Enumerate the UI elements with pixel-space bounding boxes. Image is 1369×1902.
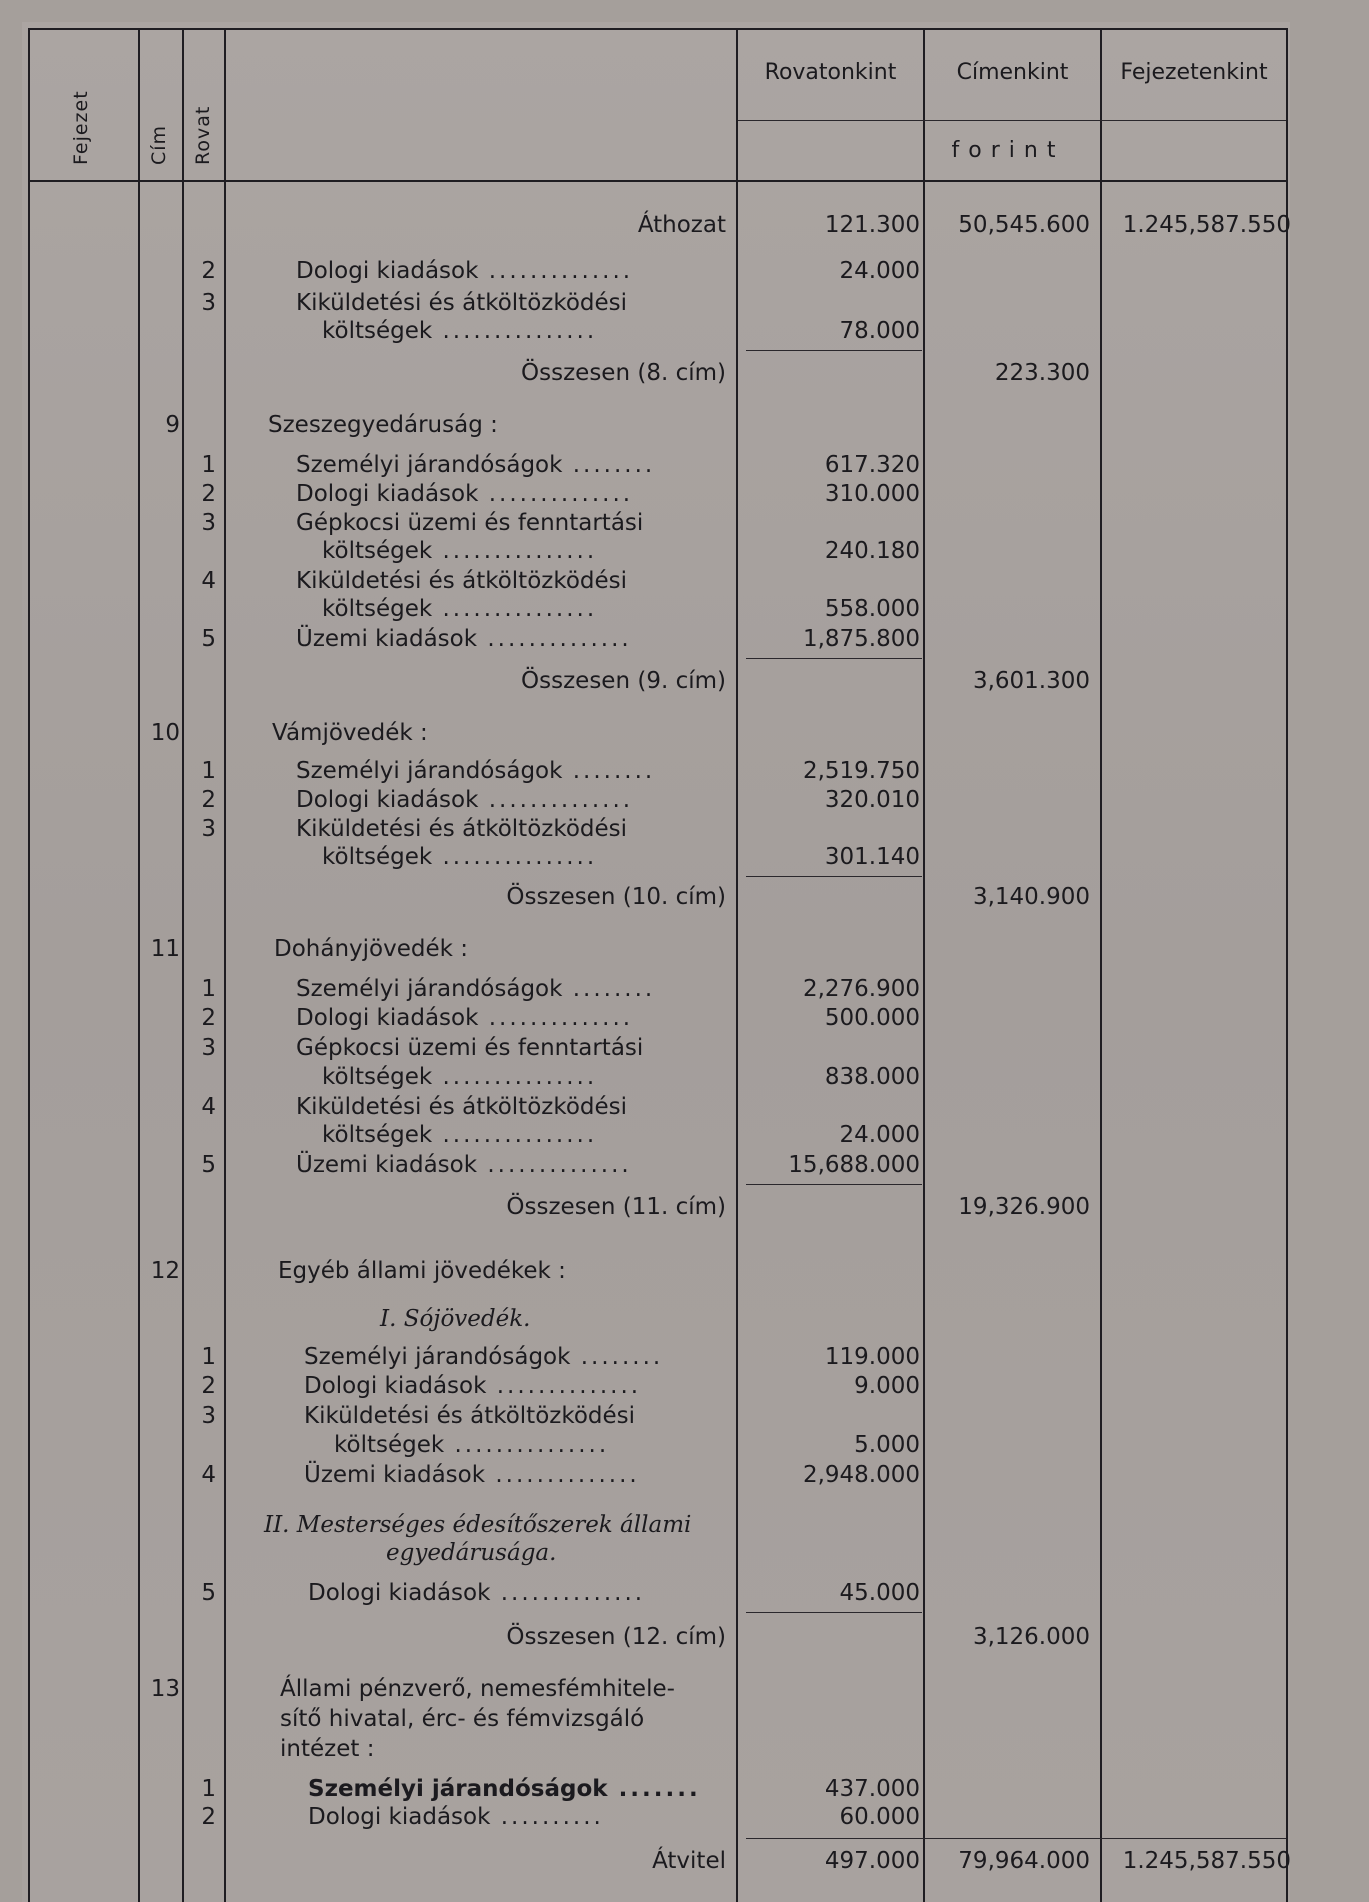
- item-value: 119.000: [824, 1344, 920, 1370]
- item-value: 617.320: [824, 452, 920, 478]
- subsection-heading: [0, 1512, 1369, 1542]
- item-value: 240.180: [824, 538, 920, 564]
- cim-title: Vámjövedék :: [272, 720, 428, 746]
- table-row: [0, 1373, 1369, 1403]
- cim-number: 13: [150, 1676, 180, 1702]
- item-value: 838.000: [824, 1064, 920, 1090]
- table-row: [0, 1152, 1369, 1182]
- subsection-heading: [0, 1540, 1369, 1570]
- cim-title: Dohányjövedék :: [274, 936, 468, 962]
- item-value: 5.000: [854, 1432, 920, 1458]
- subtotal-line: [746, 1612, 922, 1613]
- total-label: Összesen (8. cím): [521, 360, 726, 386]
- rovat-number: 2: [201, 481, 216, 507]
- header-unit: forint: [951, 138, 1065, 163]
- item-value: 24.000: [839, 1122, 920, 1148]
- total-value: 3,140.900: [972, 884, 1090, 910]
- item-value: 310.000: [824, 481, 920, 507]
- frame-top-line: [28, 28, 1288, 30]
- item-label: Kiküldetési és átköltözködési: [296, 1094, 628, 1120]
- item-label: Dologi kiadások ..............: [296, 481, 634, 507]
- rovat-number: 3: [201, 290, 216, 316]
- cim-title: Állami pénzverő, nemesfémhitele-: [280, 1676, 675, 1702]
- item-label: Személyi járandóságok ........: [296, 452, 656, 478]
- table-row: [0, 258, 1369, 288]
- rovat-number: 4: [201, 568, 216, 594]
- table-row: [0, 1344, 1369, 1374]
- subtotal-line: [746, 658, 922, 659]
- item-label: Személyi járandóságok ........: [296, 976, 656, 1002]
- rovat-number: 4: [201, 1462, 216, 1488]
- total-label: Összesen (10. cím): [506, 884, 726, 910]
- item-label: Gépkocsi üzemi és fenntartási: [296, 1035, 644, 1061]
- item-label: Üzemi kiadások ..............: [296, 626, 632, 652]
- total-row: [0, 884, 1369, 914]
- table-row: [0, 290, 1369, 320]
- item-value: 24.000: [839, 258, 920, 284]
- item-value: 437.000: [824, 1776, 920, 1802]
- item-label: Személyi járandóságok ........: [304, 1344, 664, 1370]
- rovat-number: 3: [201, 1403, 216, 1429]
- cim-number: 10: [150, 720, 180, 746]
- table-row: [0, 758, 1369, 788]
- total-value: 3,126.000: [972, 1624, 1090, 1650]
- total-label: Összesen (11. cím): [506, 1194, 726, 1220]
- table-row: [0, 844, 1369, 874]
- cim-title: Szeszegyedáruság :: [268, 412, 498, 438]
- table-row: [0, 1005, 1369, 1035]
- table-row: [0, 816, 1369, 846]
- table-row: [0, 1403, 1369, 1433]
- rovat-number: 1: [201, 1344, 216, 1370]
- item-value: 9.000: [854, 1373, 920, 1399]
- rovat-number: 2: [201, 1005, 216, 1031]
- table-row: [0, 1035, 1369, 1065]
- athozat-label: Áthozat: [637, 212, 726, 238]
- item-label: Kiküldetési és átköltözködési: [304, 1403, 636, 1429]
- rovat-number: 3: [201, 510, 216, 536]
- item-label: Kiküldetési és átköltözködési: [296, 816, 628, 842]
- rovat-number: 5: [201, 626, 216, 652]
- subsection-heading: [0, 1306, 1369, 1336]
- item-value: 60.000: [839, 1804, 920, 1830]
- table-row: [0, 452, 1369, 482]
- item-label: Dologi kiadások ..............: [296, 258, 634, 284]
- cim-heading-row: [0, 1706, 1369, 1736]
- item-value: 2,519.750: [802, 758, 920, 784]
- header-rovat: Rovat: [192, 105, 214, 165]
- table-row: [0, 1462, 1369, 1492]
- total-value: 3,601.300: [972, 668, 1090, 694]
- table-row: [0, 538, 1369, 568]
- header-fejezetenkint: Fejezetenkint: [1120, 60, 1268, 85]
- atvitel-cim-value: 79,964.000: [958, 1848, 1090, 1874]
- cim-heading-row: [0, 412, 1369, 442]
- table-row: [0, 1580, 1369, 1610]
- total-row: [0, 360, 1369, 390]
- header-cim: Cím: [148, 124, 170, 165]
- header-mid-line: [738, 120, 1286, 121]
- table-row: [0, 568, 1369, 598]
- item-value: 1,875.800: [802, 626, 920, 652]
- item-label-cont: költségek ...............: [322, 1122, 598, 1148]
- rovat-number: 2: [201, 1804, 216, 1830]
- item-label: Kiküldetési és átköltözködési: [296, 290, 628, 316]
- rovat-number: 1: [201, 976, 216, 1002]
- header-cimenkint: Címenkint: [956, 60, 1069, 85]
- atvitel-rovat-value: 497.000: [824, 1848, 920, 1874]
- item-value: 301.140: [824, 844, 920, 870]
- item-value: 500.000: [824, 1005, 920, 1031]
- item-label: Dologi kiadások ..............: [308, 1580, 646, 1606]
- subsection-title-cont: egyedárusága.: [386, 1540, 557, 1566]
- item-label: Dologi kiadások ..............: [296, 1005, 634, 1031]
- table-row: [0, 1776, 1369, 1806]
- athozat-cim-value: 50,545.600: [958, 212, 1090, 238]
- item-label-cont: költségek ...............: [322, 596, 598, 622]
- item-value: 2,948.000: [802, 1462, 920, 1488]
- subtotal-line: [746, 876, 922, 877]
- table-row: [0, 787, 1369, 817]
- item-value: 15,688.000: [788, 1152, 920, 1178]
- item-label-cont: költségek ...............: [322, 318, 598, 344]
- item-label-cont: költségek ...............: [322, 1064, 598, 1090]
- header-fejezet: Fejezet: [70, 90, 92, 165]
- table-row: [0, 1804, 1369, 1834]
- item-value: 2,276.900: [802, 976, 920, 1002]
- total-value: 223.300: [994, 360, 1090, 386]
- item-label: Dologi kiadások ..........: [308, 1804, 604, 1830]
- rovat-number: 2: [201, 787, 216, 813]
- rovat-number: 1: [201, 452, 216, 478]
- cim-number: 9: [165, 412, 180, 438]
- cim-heading-row: [0, 1258, 1369, 1288]
- cim-title-cont: intézet :: [280, 1736, 375, 1762]
- item-label-cont: költségek ...............: [334, 1432, 610, 1458]
- cim-heading-row: [0, 936, 1369, 966]
- cim-title-cont: sítő hivatal, érc- és fémvizsgáló: [280, 1706, 645, 1732]
- table-row: [0, 596, 1369, 626]
- item-label: Üzemi kiadások ..............: [304, 1462, 640, 1488]
- header-rovatonkint: Rovatonkint: [764, 60, 897, 85]
- item-value: 78.000: [839, 318, 920, 344]
- cim-heading-row: [0, 720, 1369, 750]
- atvitel-fejezet-value: 1.245,587.550: [1122, 1848, 1291, 1874]
- item-label: Üzemi kiadások ..............: [296, 1152, 632, 1178]
- table-row: [0, 976, 1369, 1006]
- item-label: Személyi járandóságok ........: [296, 758, 656, 784]
- rovat-number: 5: [201, 1152, 216, 1178]
- subsection-title: I. Sójövedék.: [380, 1306, 531, 1332]
- total-label: Összesen (9. cím): [521, 668, 726, 694]
- table-row: [0, 1094, 1369, 1124]
- header-bottom-line: [28, 180, 1288, 182]
- total-row: [0, 1194, 1369, 1224]
- athozat-rovat-value: 121.300: [824, 212, 920, 238]
- atvitel-row: [0, 1848, 1369, 1878]
- rovat-number: 3: [201, 816, 216, 842]
- rovat-number: 5: [201, 1580, 216, 1606]
- rovat-number: 1: [201, 1776, 216, 1802]
- cim-number: 12: [150, 1258, 180, 1284]
- item-label-cont: költségek ...............: [322, 844, 598, 870]
- atvitel-line: [746, 1838, 1286, 1839]
- item-value: 320.010: [824, 787, 920, 813]
- rovat-number: 2: [201, 1373, 216, 1399]
- table-row: [0, 510, 1369, 540]
- athozat-row: [0, 212, 1369, 242]
- rovat-number: 1: [201, 758, 216, 784]
- cim-number: 11: [150, 936, 180, 962]
- subtotal-line: [746, 350, 922, 351]
- cim-title: Egyéb állami jövedékek :: [278, 1258, 566, 1284]
- rovat-number: 3: [201, 1035, 216, 1061]
- total-label: Összesen (12. cím): [506, 1624, 726, 1650]
- total-value: 19,326.900: [958, 1194, 1090, 1220]
- total-row: [0, 668, 1369, 698]
- item-value: 558.000: [824, 596, 920, 622]
- table-row: [0, 1122, 1369, 1152]
- athozat-fejezet-value: 1.245,587.550: [1122, 212, 1291, 238]
- table-row: [0, 481, 1369, 511]
- item-label: Dologi kiadások ..............: [304, 1373, 642, 1399]
- atvitel-label: Átvitel: [652, 1848, 726, 1874]
- cim-heading-row: [0, 1736, 1369, 1766]
- item-label: Kiküldetési és átköltözködési: [296, 568, 628, 594]
- subsection-title: II. Mesterséges édesítőszerek állami: [264, 1512, 692, 1538]
- rovat-number: 2: [201, 258, 216, 284]
- table-row: [0, 1432, 1369, 1462]
- table-row: [0, 1064, 1369, 1094]
- item-label-cont: költségek ...............: [322, 538, 598, 564]
- table-row: [0, 626, 1369, 656]
- rovat-number: 4: [201, 1094, 216, 1120]
- total-row: [0, 1624, 1369, 1654]
- table-row: [0, 318, 1369, 348]
- cim-heading-row: [0, 1676, 1369, 1706]
- item-value: 45.000: [839, 1580, 920, 1606]
- item-label: Dologi kiadások ..............: [296, 787, 634, 813]
- item-label: Gépkocsi üzemi és fenntartási: [296, 510, 644, 536]
- item-label: Személyi járandóságok .......: [308, 1776, 701, 1802]
- subtotal-line: [746, 1184, 922, 1185]
